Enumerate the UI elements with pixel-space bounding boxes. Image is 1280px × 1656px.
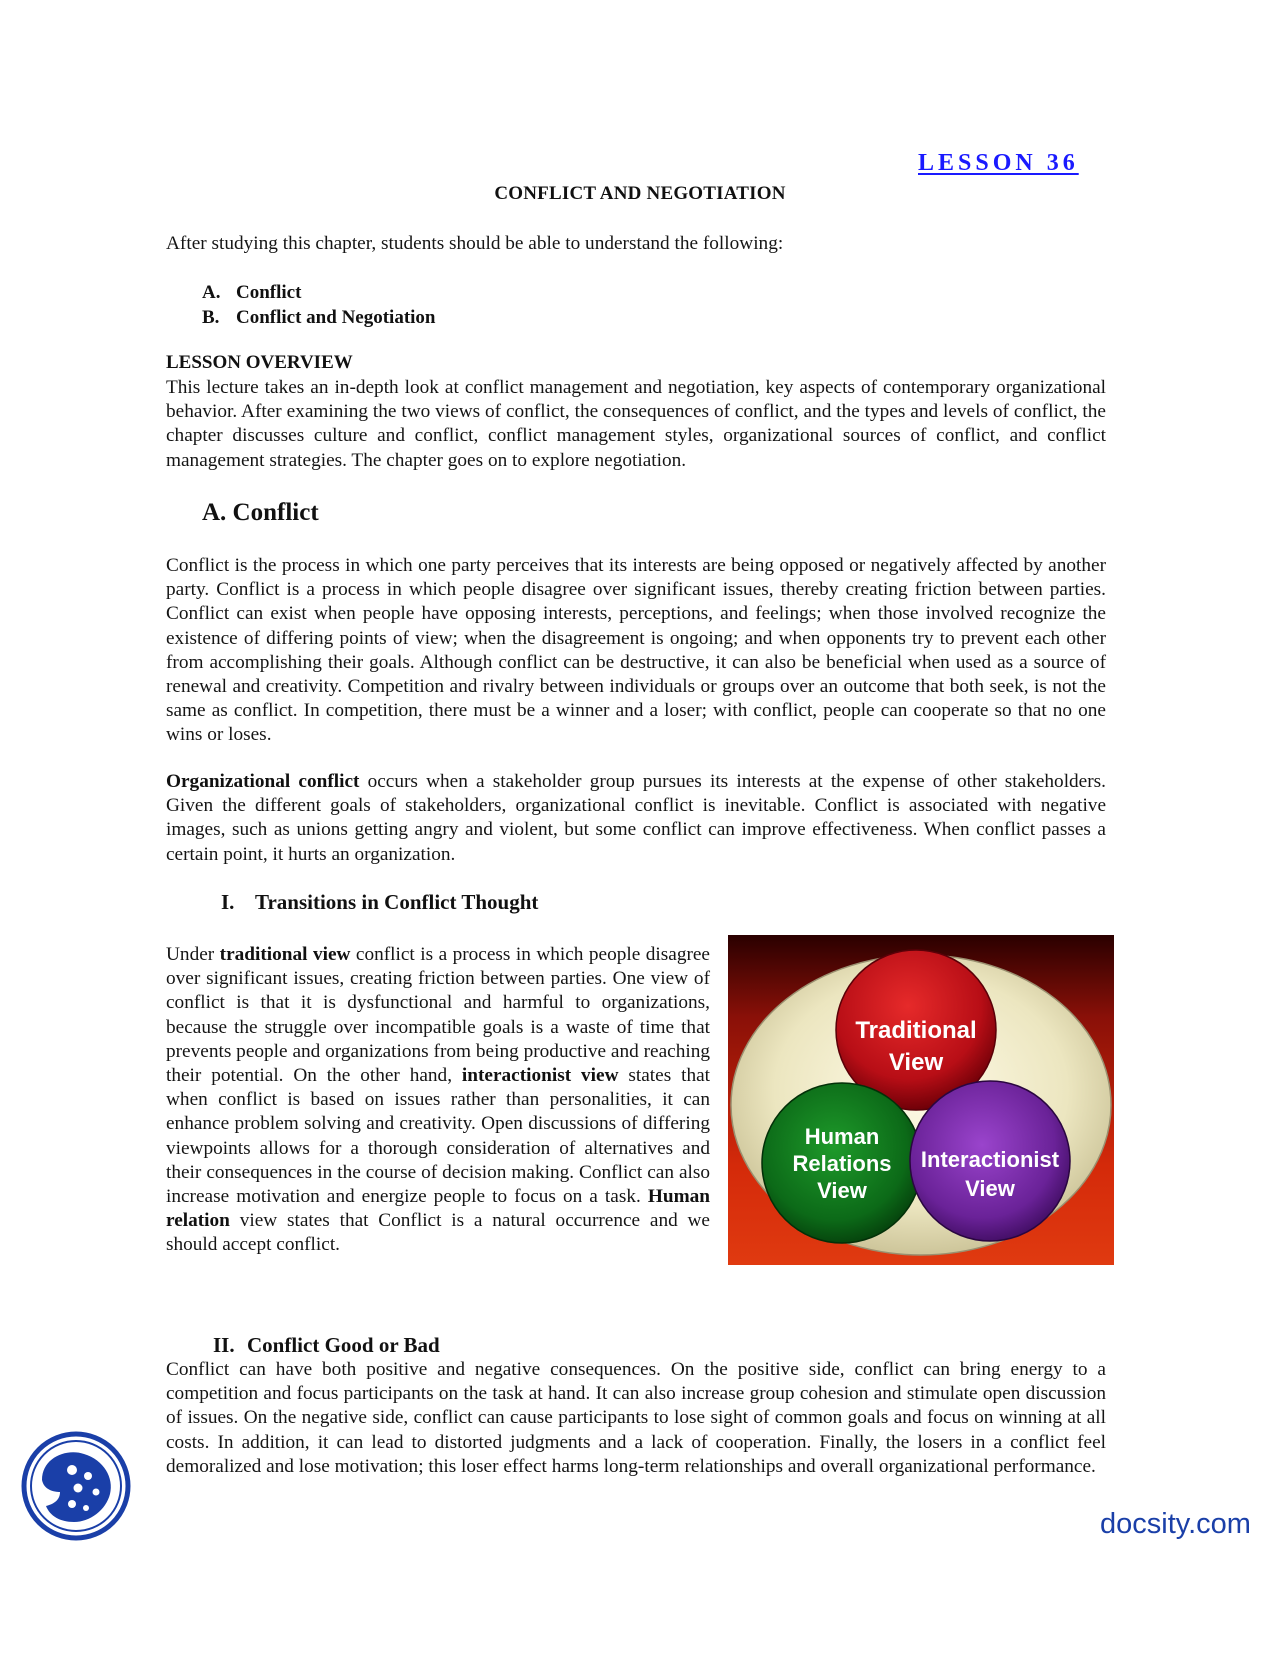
intro-paragraph: After studying this chapter, students should be able to understand the following: (166, 233, 784, 254)
list-marker: A. (202, 282, 221, 303)
objectives-list (202, 280, 436, 330)
docsity-logo-icon (20, 1430, 132, 1542)
section-heading-a: A. Conflict (202, 499, 319, 526)
list-item (202, 280, 436, 305)
bold-term: traditional view (219, 944, 351, 965)
good-or-bad-paragraph: Conflict can have both positive and negative consequences. On the positive side, conflict can bring energy to a competition and focus participants on the task at hand. It can also increase group cohesion and stimulate open discussion of issues. On the negative side, conflict can cause participants to lose sight of common goals and focus on winning at all costs. In addition, it can lead to distorted judgments and a lack of cooperation. Finally, the losers in a conflict feel demoralized and lose motivation; this loser effect harms long-term relationships and overall organizational performance. (166, 1359, 1106, 1477)
paragraph-text: conflict is a process in which people disagree over significant issues, creating friction between parties. One view of conflict is that it is dysfunctional and harmful to organizations, because the struggle over incompatible goals is a waste of time that prevents people and organizations from being productive and reaching their potential. On the other hand, (166, 944, 710, 1087)
bold-term: interactionist view (461, 1065, 619, 1087)
subsection-title: Transitions in Conflict Thought (255, 890, 539, 914)
list-item-text: Conflict and Negotiation (236, 307, 436, 328)
lesson-number: LESSON 36 (918, 150, 1079, 176)
paragraph-text: states that when conflict is based on issues rather than personalities, it can enhance problem solving and creativity. Open discussions of differing viewpoints allows for a thorough consideration of alternatives and their consequences in the course of decision making. Conflict can also increase motivation and energize people to focus on a task. (166, 1065, 710, 1208)
bold-term: Organizational conflict (166, 771, 360, 792)
subsection-heading-good-or-bad (213, 1333, 440, 1358)
logo-svg (20, 1430, 132, 1542)
bold-term: Human relation (166, 1186, 710, 1232)
list-item-text: Conflict (236, 282, 302, 303)
human-label-1: Human (804, 1124, 880, 1149)
traditional-label-1: Traditional (855, 1017, 977, 1044)
conflict-definition-paragraph: Conflict is the process in which one party perceives that its interests are being opposed or negatively affected by another party. Conflict is a process in which people disagree over significant issues, thereby creating friction between parties. Conflict can exist when people have opposing interests, perceptions, and feelings; when those involved recognize the existence of differing points of view; when the disagreement is ongoing; and when opponents try to prevent each other from accomplishing their goals. Although conflict can be destructive, it can also be beneficial when used as a source of renewal and creativity. Competition and rivalry between individuals or groups over an outcome that both seek, is not the same as conflict. In competition, there must be a winner and a loser; with conflict, people can cooperate so that no one wins or loses. (166, 555, 1106, 746)
overview-paragraph: This lecture takes an in-depth look at conflict management and negotiation, key aspects of contemporary organizational behavior. After examining the two views of conflict, the consequences of conflict, and the types and levels of conflict, the chapter discusses culture and conflict, conflict management styles, organizational sources of conflict, and conflict management strategies. The chapter goes on to explore negotiation. (166, 377, 1106, 471)
page-title: CONFLICT AND NEGOTIATION (494, 183, 786, 204)
overview-heading: LESSON OVERVIEW (166, 352, 353, 373)
conflict-views-diagram (728, 935, 1114, 1265)
traditional-label-2: View (888, 1049, 944, 1076)
organizational-conflict-paragraph (166, 770, 1106, 867)
list-item (202, 305, 436, 330)
paragraph-text: Under (166, 944, 220, 965)
list-marker: B. (202, 307, 220, 328)
interactionist-label-2: View (965, 1176, 1015, 1201)
human-label-3: View (817, 1178, 867, 1203)
subsection-heading-transitions (221, 890, 538, 915)
subsection-title: Conflict Good or Bad (247, 1333, 440, 1357)
subsection-number: I. (221, 890, 235, 914)
subsection-number: II. (213, 1333, 235, 1357)
human-label-2: Relations (792, 1151, 892, 1176)
views-diagram-svg (728, 935, 1114, 1265)
views-paragraph (166, 943, 710, 1258)
paragraph-text: view states that Conflict is a natural occurrence and we should accept conflict. (166, 1210, 710, 1256)
paragraph-text: occurs when a stakeholder group pursues its interests at the expense of other stakeholders. Given the different goals of stakeholders, organizational conflict is inevitable. Conflict is associated with negative images, such as unions getting angry and violent, but some conflict can improve effectiveness. When conflict passes a certain point, it hurts an organization. (166, 771, 1106, 865)
interactionist-label-1: Interactionist (920, 1147, 1060, 1172)
docsity-brand-text: docsity.com (1100, 1508, 1251, 1540)
